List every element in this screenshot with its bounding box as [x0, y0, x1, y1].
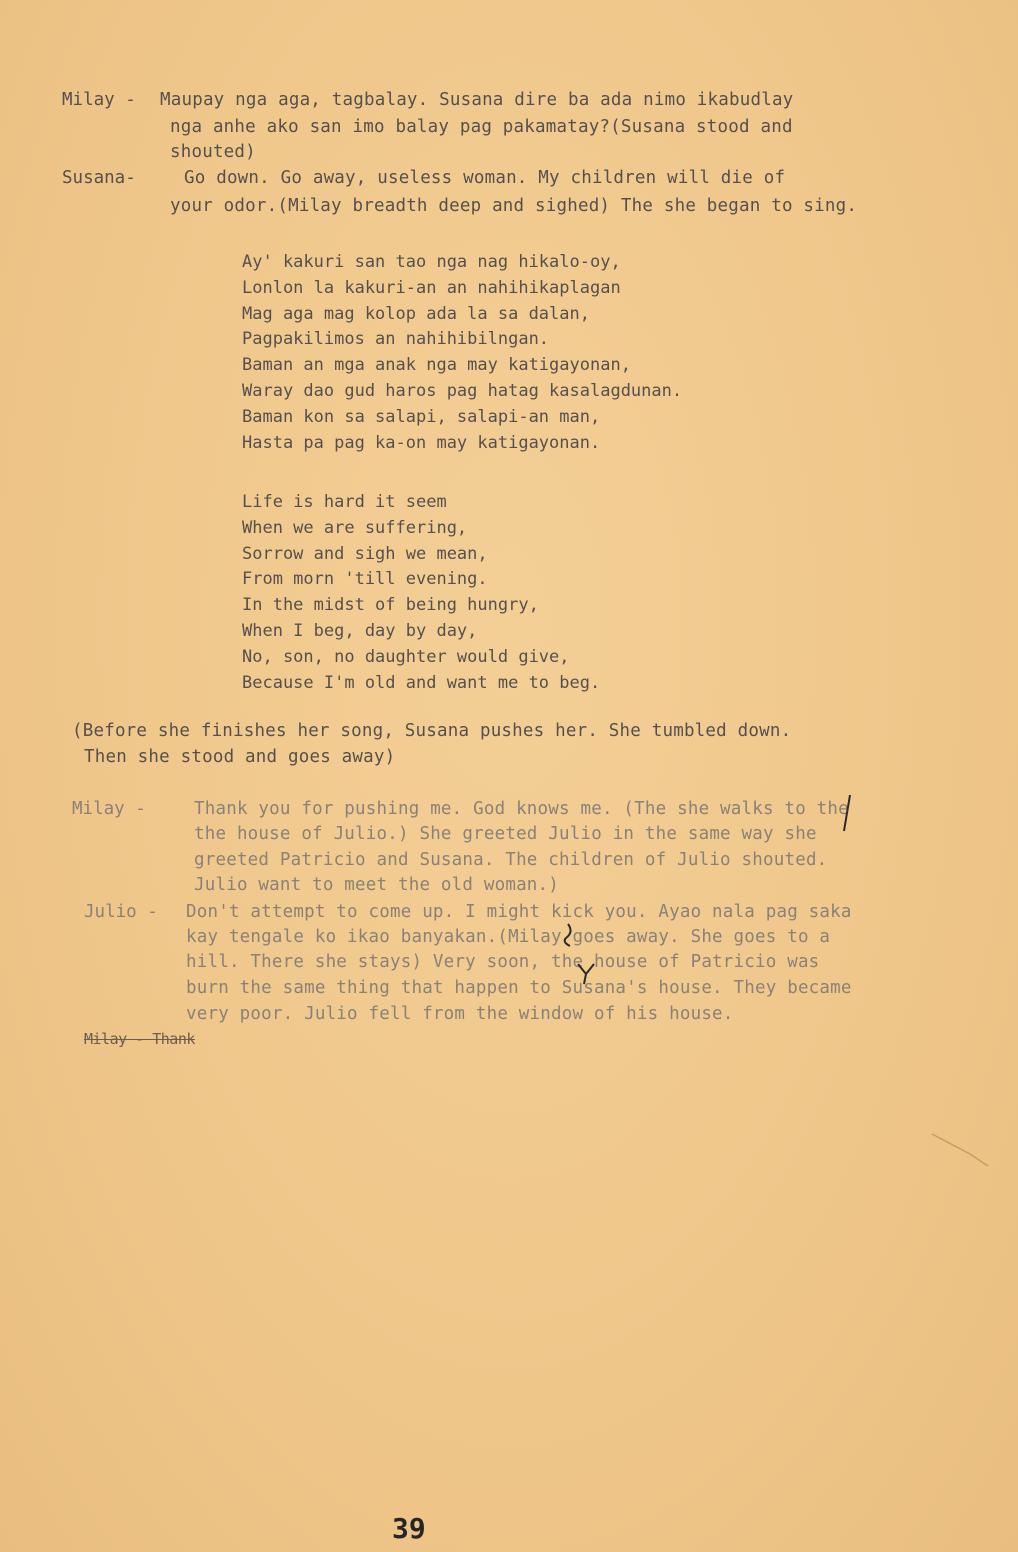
speaker-susana: Susana- [62, 168, 136, 188]
page-number: 39 [392, 1512, 426, 1545]
dialogue-line: nga anhe ako san imo balay pag pakamatay?(Susana stood and [170, 117, 793, 137]
dialogue-line: burn the same thing that happen to Susana's house. They became [186, 978, 852, 998]
pencil-mark-icon [838, 793, 858, 833]
speaker-milay: Milay - [72, 799, 146, 819]
dialogue-line: greeted Patricio and Susana. The children of Julio shouted. [194, 850, 828, 870]
verse-line: Waray dao gud haros pag hatag kasalagdunan. [242, 380, 683, 401]
verse-line: Ay' kakuri san tao nga nag hikalo-oy, [242, 252, 621, 272]
dialogue-line: the house of Julio.) She greeted Julio in the same way she [194, 824, 817, 844]
dialogue-line: your odor.(Milay breadth deep and sighed) The she began to sing. [170, 196, 858, 216]
pencil-mark-icon [560, 920, 580, 950]
dialogue-line: very poor. Julio fell from the window of his house. [186, 1004, 734, 1024]
verse-line: Lonlon la kakuri-an an nahihikaplagan [242, 277, 621, 298]
dialogue-line: kay tengale ko ikao banyakan.(Milay goes away. She goes to a [186, 927, 831, 947]
song-verse-waray [242, 250, 682, 456]
verse-line: Baman kon sa salapi, salapi-an man, [242, 406, 601, 427]
stage-direction-line: Then she stood and goes away) [84, 747, 396, 767]
verse-line: Hasta pa pag ka-on may katigayonan. [242, 432, 601, 453]
verse-line: Sorrow and sigh we mean, [242, 543, 488, 564]
dialogue-line: Julio want to meet the old woman.) [194, 875, 560, 895]
verse-line: From morn 'till evening. [242, 569, 488, 590]
verse-line: When I beg, day by day, [242, 620, 478, 641]
dialogue-line: Don't attempt to come up. I might kick you. Ayao nala pag saka [186, 902, 852, 922]
dialogue-line: Thank you for pushing me. God knows me. (The she walks to the [194, 799, 849, 819]
verse-line: No, son, no daughter would give, [242, 646, 570, 667]
dialogue-line: Go down. Go away, useless woman. My children will die of [184, 168, 786, 188]
verse-line: Life is hard it seem [242, 492, 447, 512]
verse-line: When we are suffering, [242, 517, 468, 538]
speaker-milay: Milay - [62, 90, 136, 110]
stage-direction-line: (Before she finishes her song, Susana pushes her. She tumbled down. [72, 721, 792, 741]
dialogue-line: shouted) [170, 142, 256, 162]
verse-line: Baman an mga anak nga may katigayonan, [242, 355, 631, 376]
verse-line: In the midst of being hungry, [242, 595, 539, 616]
verse-line: Pagpakilimos an nahihibilngan. [242, 329, 550, 350]
pencil-mark-icon [574, 960, 598, 986]
struck-out-text: Milay - Thank [84, 1030, 195, 1048]
speaker-julio: Julio - [84, 902, 158, 922]
dialogue-line: hill. There she stays) Very soon, the house of Patricio was [186, 952, 820, 972]
song-verse-english [242, 490, 600, 696]
verse-line: Because I'm old and want me to beg. [242, 672, 601, 693]
verse-line: Mag aga mag kolop ada la sa dalan, [242, 303, 590, 324]
paper-crease-icon [930, 1130, 990, 1170]
dialogue-line: Maupay nga aga, tagbalay. Susana dire ba ada nimo ikabudlay [160, 90, 794, 110]
